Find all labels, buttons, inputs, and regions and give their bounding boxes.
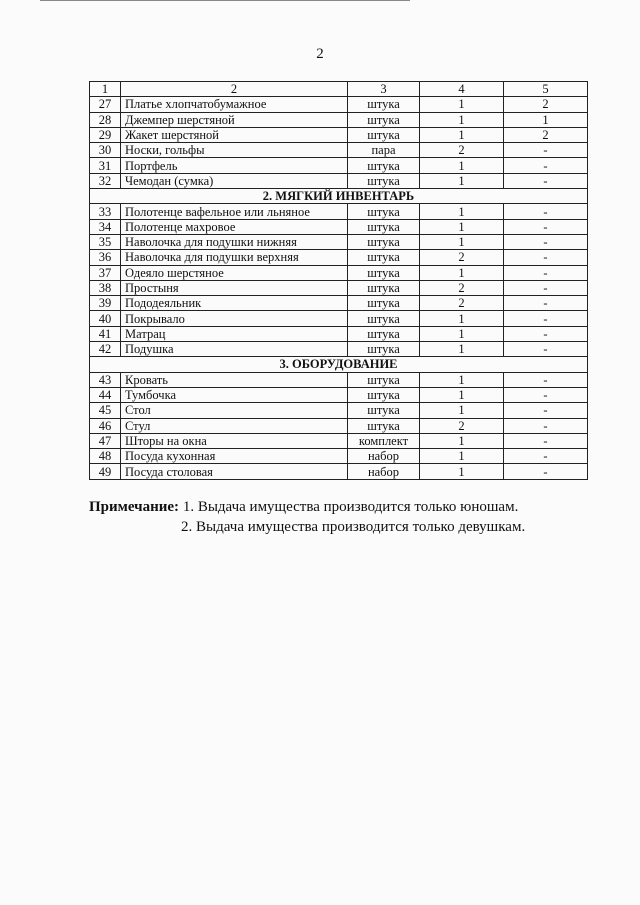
quantity-col4-cell: 1 — [420, 158, 504, 173]
table-row — [90, 418, 588, 433]
unit-cell: штука — [348, 342, 420, 357]
quantity-col4-cell: 1 — [420, 342, 504, 357]
quantity-col4-cell: 1 — [420, 403, 504, 418]
quantity-col4-cell: 2 — [420, 143, 504, 158]
row-number-cell: 46 — [90, 418, 121, 433]
section-header-row — [90, 189, 588, 204]
quantity-col4-cell: 1 — [420, 97, 504, 112]
quantity-col5-cell: - — [504, 387, 588, 402]
quantity-col5-cell: - — [504, 158, 588, 173]
item-name-cell: Покрывало — [121, 311, 348, 326]
unit-cell: штука — [348, 280, 420, 295]
table-row — [90, 250, 588, 265]
table-row — [90, 464, 588, 479]
quantity-col5-cell: - — [504, 173, 588, 188]
item-name-cell: Подушка — [121, 342, 348, 357]
table-row — [90, 433, 588, 448]
item-name-cell: Наволочка для подушки нижняя — [121, 234, 348, 249]
table-row — [90, 372, 588, 387]
section-title: 3. ОБОРУДОВАНИЕ — [90, 357, 588, 372]
row-number-cell: 27 — [90, 97, 121, 112]
unit-cell: штука — [348, 234, 420, 249]
table-row — [90, 127, 588, 142]
page-number: 2 — [316, 46, 324, 62]
table-row — [90, 158, 588, 173]
quantity-col4-cell: 2 — [420, 280, 504, 295]
top-rule — [40, 0, 410, 1]
quantity-col5-cell: - — [504, 265, 588, 280]
unit-cell: штука — [348, 204, 420, 219]
quantity-col5-cell: - — [504, 433, 588, 448]
header-cell-3: 3 — [348, 82, 420, 97]
quantity-col4-cell: 2 — [420, 296, 504, 311]
row-number-cell: 39 — [90, 296, 121, 311]
quantity-col5-cell: - — [504, 342, 588, 357]
section-title: 2. МЯГКИЙ ИНВЕНТАРЬ — [90, 189, 588, 204]
table-row — [90, 342, 588, 357]
row-number-cell: 45 — [90, 403, 121, 418]
table-row — [90, 112, 588, 127]
unit-cell: штука — [348, 127, 420, 142]
unit-cell: штука — [348, 296, 420, 311]
quantity-col5-cell: - — [504, 234, 588, 249]
quantity-col4-cell: 1 — [420, 127, 504, 142]
row-number-cell: 48 — [90, 449, 121, 464]
table-header-row — [90, 82, 588, 97]
item-name-cell: Полотенце вафельное или льняное — [121, 204, 348, 219]
row-number-cell: 33 — [90, 204, 121, 219]
unit-cell: штука — [348, 265, 420, 280]
quantity-col5-cell: - — [504, 219, 588, 234]
table-row — [90, 449, 588, 464]
note-text-1: 1. Выдача имущества производится только юношам. — [182, 499, 519, 515]
table-row — [90, 296, 588, 311]
row-number-cell: 28 — [90, 112, 121, 127]
quantity-col4-cell: 1 — [420, 204, 504, 219]
header-cell-5: 5 — [504, 82, 588, 97]
inventory-table — [89, 81, 588, 480]
item-name-cell: Тумбочка — [121, 387, 348, 402]
unit-cell: штука — [348, 112, 420, 127]
table-row — [90, 311, 588, 326]
quantity-col5-cell: - — [504, 326, 588, 341]
unit-cell: набор — [348, 449, 420, 464]
quantity-col5-cell: - — [504, 449, 588, 464]
table-row — [90, 97, 588, 112]
note-line-2 — [89, 517, 525, 537]
row-number-cell: 47 — [90, 433, 121, 448]
unit-cell: штука — [348, 250, 420, 265]
item-name-cell: Наволочка для подушки верхняя — [121, 250, 348, 265]
item-name-cell: Шторы на окна — [121, 433, 348, 448]
item-name-cell: Кровать — [121, 372, 348, 387]
item-name-cell: Джемпер шерстяной — [121, 112, 348, 127]
table-row — [90, 143, 588, 158]
unit-cell: штука — [348, 326, 420, 341]
item-name-cell: Матрац — [121, 326, 348, 341]
item-name-cell: Пододеяльник — [121, 296, 348, 311]
row-number-cell: 34 — [90, 219, 121, 234]
row-number-cell: 42 — [90, 342, 121, 357]
item-name-cell: Полотенце махровое — [121, 219, 348, 234]
unit-cell: штука — [348, 311, 420, 326]
item-name-cell: Чемодан (сумка) — [121, 173, 348, 188]
unit-cell: пара — [348, 143, 420, 158]
quantity-col4-cell: 1 — [420, 449, 504, 464]
table-row — [90, 403, 588, 418]
table-row — [90, 326, 588, 341]
quantity-col5-cell: - — [504, 372, 588, 387]
unit-cell: комплект — [348, 433, 420, 448]
quantity-col4-cell: 1 — [420, 234, 504, 249]
note-line-1 — [89, 497, 525, 517]
header-cell-4: 4 — [420, 82, 504, 97]
unit-cell: набор — [348, 464, 420, 479]
quantity-col5-cell: - — [504, 296, 588, 311]
quantity-col5-cell: - — [504, 250, 588, 265]
table-row — [90, 265, 588, 280]
item-name-cell: Портфель — [121, 158, 348, 173]
row-number-cell: 29 — [90, 127, 121, 142]
item-name-cell: Простыня — [121, 280, 348, 295]
quantity-col4-cell: 1 — [420, 219, 504, 234]
row-number-cell: 41 — [90, 326, 121, 341]
row-number-cell: 49 — [90, 464, 121, 479]
item-name-cell: Носки, гольфы — [121, 143, 348, 158]
table-row — [90, 280, 588, 295]
note-text-2: 2. Выдача имущества производится только девушкам. — [181, 519, 526, 535]
row-number-cell: 36 — [90, 250, 121, 265]
unit-cell: штука — [348, 372, 420, 387]
header-cell-1: 1 — [90, 82, 121, 97]
item-name-cell: Жакет шерстяной — [121, 127, 348, 142]
unit-cell: штука — [348, 97, 420, 112]
quantity-col5-cell: - — [504, 403, 588, 418]
quantity-col4-cell: 1 — [420, 372, 504, 387]
inventory-table-body — [90, 82, 588, 480]
row-number-cell: 32 — [90, 173, 121, 188]
table-row — [90, 219, 588, 234]
item-name-cell: Посуда кухонная — [121, 449, 348, 464]
row-number-cell: 44 — [90, 387, 121, 402]
unit-cell: штука — [348, 219, 420, 234]
quantity-col5-cell: - — [504, 280, 588, 295]
quantity-col4-cell: 1 — [420, 464, 504, 479]
note-label: Примечание: — [89, 499, 180, 515]
unit-cell: штука — [348, 173, 420, 188]
notes-block — [89, 497, 525, 537]
quantity-col4-cell: 1 — [420, 433, 504, 448]
quantity-col5-cell: - — [504, 311, 588, 326]
unit-cell: штука — [348, 158, 420, 173]
row-number-cell: 43 — [90, 372, 121, 387]
item-name-cell: Посуда столовая — [121, 464, 348, 479]
table-row — [90, 204, 588, 219]
row-number-cell: 35 — [90, 234, 121, 249]
unit-cell: штука — [348, 387, 420, 402]
quantity-col4-cell: 1 — [420, 311, 504, 326]
header-cell-2: 2 — [121, 82, 348, 97]
row-number-cell: 30 — [90, 143, 121, 158]
quantity-col4-cell: 1 — [420, 387, 504, 402]
item-name-cell: Стул — [121, 418, 348, 433]
table-row — [90, 387, 588, 402]
quantity-col4-cell: 1 — [420, 326, 504, 341]
row-number-cell: 37 — [90, 265, 121, 280]
quantity-col4-cell: 1 — [420, 173, 504, 188]
row-number-cell: 31 — [90, 158, 121, 173]
quantity-col4-cell: 2 — [420, 418, 504, 433]
quantity-col4-cell: 2 — [420, 250, 504, 265]
quantity-col5-cell: - — [504, 143, 588, 158]
quantity-col4-cell: 1 — [420, 265, 504, 280]
quantity-col4-cell: 1 — [420, 112, 504, 127]
unit-cell: штука — [348, 418, 420, 433]
unit-cell: штука — [348, 403, 420, 418]
quantity-col5-cell: - — [504, 204, 588, 219]
row-number-cell: 38 — [90, 280, 121, 295]
quantity-col5-cell: 2 — [504, 97, 588, 112]
quantity-col5-cell: 1 — [504, 112, 588, 127]
quantity-col5-cell: - — [504, 418, 588, 433]
table-row — [90, 173, 588, 188]
quantity-col5-cell: 2 — [504, 127, 588, 142]
item-name-cell: Одеяло шерстяное — [121, 265, 348, 280]
row-number-cell: 40 — [90, 311, 121, 326]
quantity-col5-cell: - — [504, 464, 588, 479]
section-header-row — [90, 357, 588, 372]
item-name-cell: Стол — [121, 403, 348, 418]
table-row — [90, 234, 588, 249]
item-name-cell: Платье хлопчатобумажное — [121, 97, 348, 112]
